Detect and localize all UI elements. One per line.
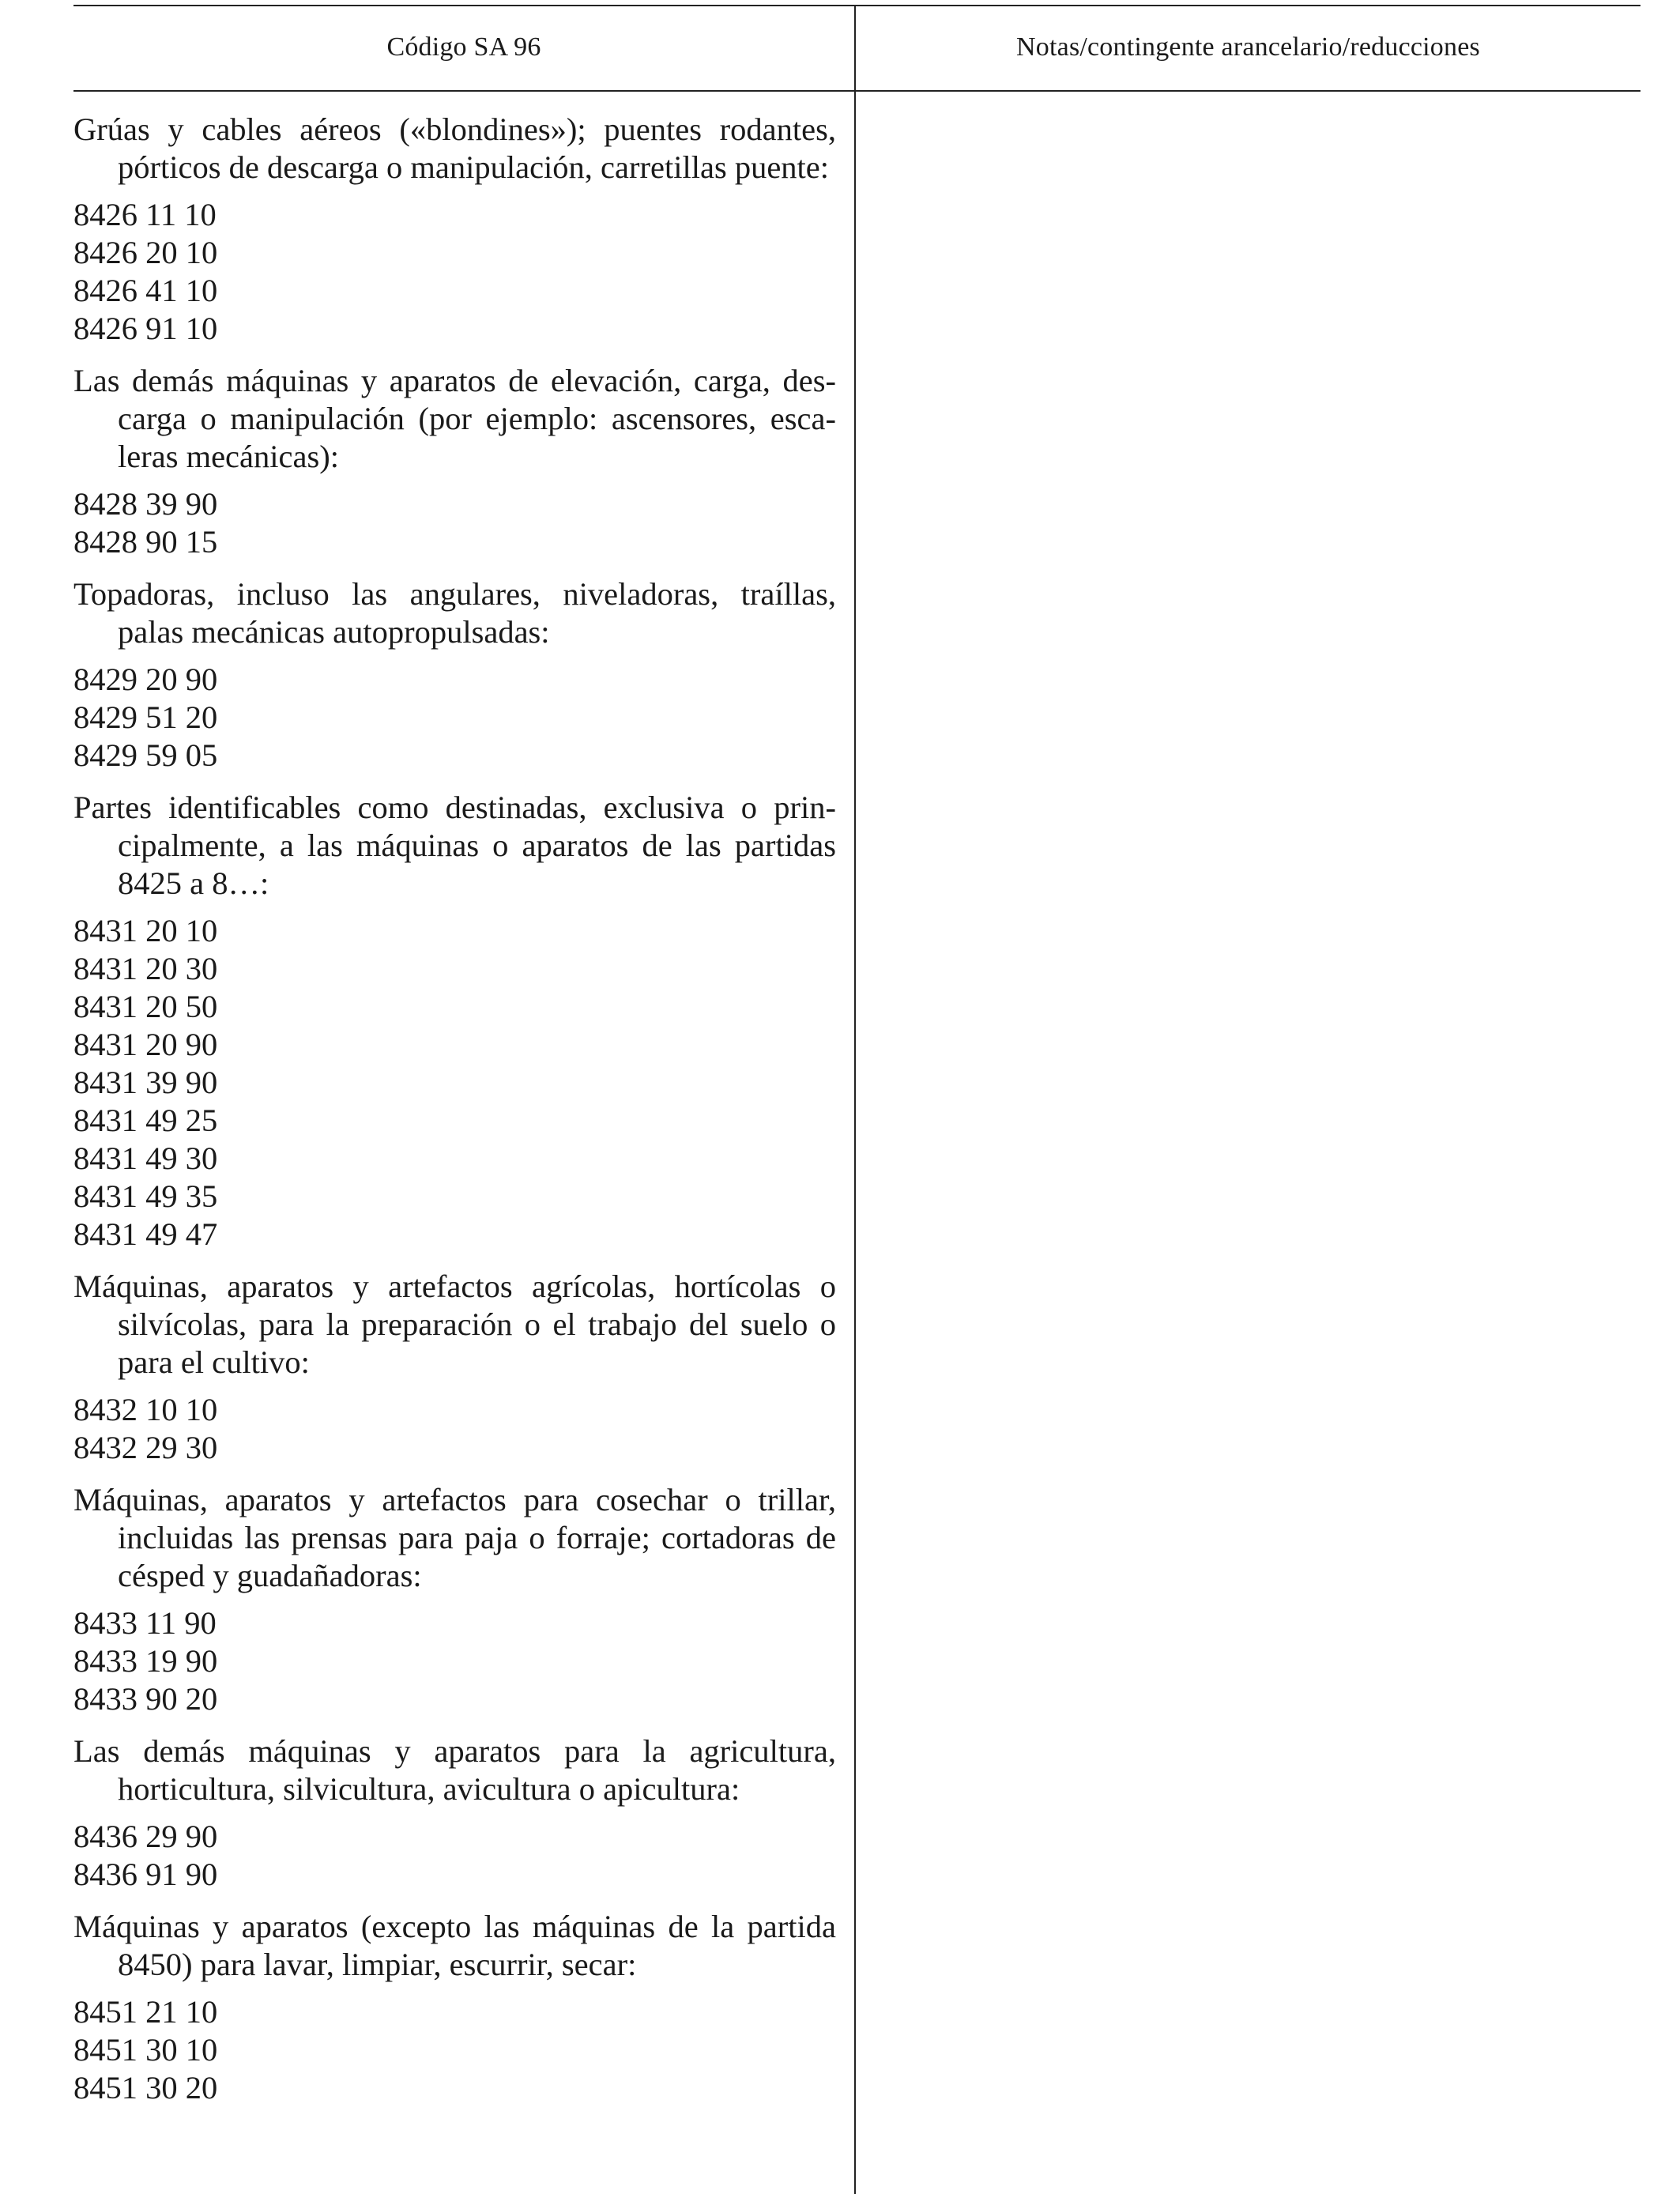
code-list bbox=[73, 1604, 836, 1718]
hs-code: 8431 20 90 bbox=[73, 1027, 218, 1062]
tariff-group bbox=[73, 575, 836, 775]
group-description: Máquinas y aparatos (excepto las máquinas de la partida 8450) para lavar, limpiar, escurrir, secar: bbox=[73, 1909, 836, 1982]
code-list bbox=[73, 1818, 836, 1894]
hs-code: 8431 49 35 bbox=[73, 1178, 218, 1214]
hs-code: 8431 49 47 bbox=[73, 1216, 218, 1252]
group-description: Topadoras, incluso las angulares, niveladoras, traíllas, palas mecánicas autopropulsadas: bbox=[73, 576, 836, 650]
code-list bbox=[73, 912, 836, 1253]
hs-code: 8432 29 30 bbox=[73, 1430, 218, 1465]
hs-code: 8451 30 10 bbox=[73, 2032, 218, 2068]
hs-code: 8426 91 10 bbox=[73, 311, 218, 346]
hs-code: 8426 41 10 bbox=[73, 273, 218, 308]
tariff-group bbox=[73, 1732, 836, 1894]
hs-code: 8436 29 90 bbox=[73, 1819, 218, 1854]
group-description: Las demás máquinas y aparatos de elevación, carga, descarga o manipulación (por ejemplo: ascensores, escaleras mecánicas): bbox=[73, 363, 836, 474]
group-description: Máquinas, aparatos y artefactos agrícolas, hortícolas o silvícolas, para la preparación o el trabajo del suelo o para el cultivo: bbox=[73, 1269, 836, 1380]
hs-code: 8433 90 20 bbox=[73, 1681, 218, 1717]
hs-code: 8429 51 20 bbox=[73, 699, 218, 735]
hs-code: 8431 20 10 bbox=[73, 913, 218, 948]
hs-code: 8431 49 30 bbox=[73, 1140, 218, 1176]
hs-code: 8429 20 90 bbox=[73, 662, 218, 697]
code-list bbox=[73, 196, 836, 348]
hs-code: 8431 20 50 bbox=[73, 989, 218, 1024]
table-header-rule bbox=[73, 90, 1640, 92]
group-description: Grúas y cables aéreos («blondines»); puentes rodantes, pórticos de descarga o manipulación, carretillas puente: bbox=[73, 111, 836, 185]
column-divider bbox=[854, 5, 856, 2194]
tariff-group bbox=[73, 111, 836, 348]
hs-code: 8428 39 90 bbox=[73, 486, 218, 522]
hs-code: 8428 90 15 bbox=[73, 524, 218, 560]
hs-code: 8431 39 90 bbox=[73, 1065, 218, 1100]
code-list bbox=[73, 1391, 836, 1467]
hs-code: 8433 19 90 bbox=[73, 1643, 218, 1679]
tariff-group bbox=[73, 1268, 836, 1467]
hs-code: 8429 59 05 bbox=[73, 737, 218, 773]
group-description: Las demás máquinas y aparatos para la agricultura, horticultura, silvicultura, avicultura o apicultura: bbox=[73, 1733, 836, 1807]
hs-code: 8432 10 10 bbox=[73, 1392, 218, 1427]
tariff-group bbox=[73, 789, 836, 1253]
code-list bbox=[73, 485, 836, 561]
hs-code: 8451 21 10 bbox=[73, 1994, 218, 2030]
tariff-group bbox=[73, 362, 836, 561]
group-description: Partes identificables como destinadas, exclusiva o principalmente, a las máquinas o aparatos de las partidas 8425 a 8…: bbox=[73, 790, 836, 901]
code-list bbox=[73, 1993, 836, 2107]
column-header-code: Código SA 96 bbox=[386, 32, 541, 62]
hs-code: 8431 20 30 bbox=[73, 951, 218, 986]
code-column-content bbox=[73, 111, 836, 2121]
hs-code: 8433 11 90 bbox=[73, 1605, 217, 1641]
tariff-group bbox=[73, 1481, 836, 1718]
group-description: Máquinas, aparatos y artefactos para cosechar o trillar, incluidas las prensas para paja o forraje; cortadoras de césped y guadañadoras: bbox=[73, 1482, 836, 1593]
hs-code: 8426 11 10 bbox=[73, 197, 217, 232]
hs-code: 8451 30 20 bbox=[73, 2070, 218, 2105]
hs-code: 8426 20 10 bbox=[73, 235, 218, 270]
tariff-group bbox=[73, 1908, 836, 2107]
code-list bbox=[73, 661, 836, 775]
column-header-notes: Notas/contingente arancelario/reducciones bbox=[1016, 32, 1480, 62]
hs-code: 8436 91 90 bbox=[73, 1857, 218, 1892]
hs-code: 8431 49 25 bbox=[73, 1103, 218, 1138]
